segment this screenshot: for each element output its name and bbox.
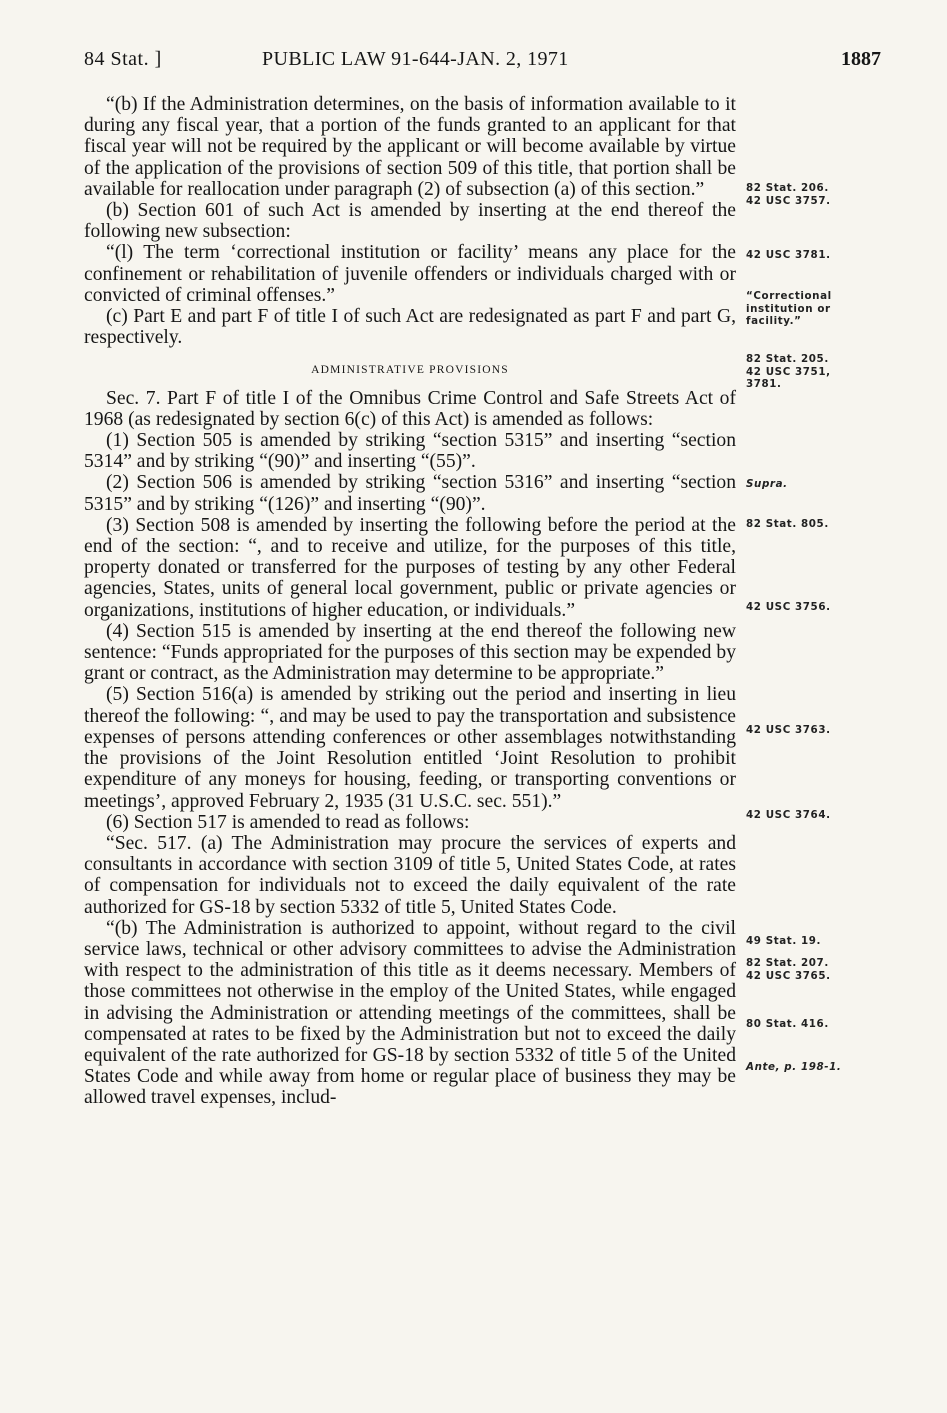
- margin-note: 42 USC 3763.: [746, 724, 831, 736]
- margin-note: 80 Stat. 416.: [746, 1018, 829, 1030]
- paragraph-section-601: (b) Section 601 of such Act is amended by inserting at the end thereof the following new subsection:: [84, 200, 736, 243]
- main-text-column: [84, 94, 736, 1109]
- paragraph-definition-l: “(l) The term ‘correctional institution or facility’ means any place for the confinement or rehabilitation of juvenile offenders or individuals charged with or convicted of criminal offenses.”: [84, 242, 736, 306]
- margin-note: 42 USC 3756.: [746, 601, 831, 613]
- margin-note: 82 Stat. 205. 42 USC 3751, 3781.: [746, 353, 831, 390]
- paragraph-item-6: (6) Section 517 is amended to read as follows:: [106, 811, 470, 833]
- margin-note: Supra.: [746, 478, 788, 490]
- margin-note: Ante, p. 198-1.: [746, 1061, 842, 1073]
- running-title: PUBLIC LAW 91-644-JAN. 2, 1971: [262, 48, 569, 70]
- paragraph-redesignation: (c) Part E and part F of title I of such Act are redesignated as part F and part G, respectively.: [84, 306, 736, 349]
- paragraph-item-2: (2) Section 506 is amended by striking “section 5316” and inserting “section 5315” and by striking “(126)” and inserting “(90)”.: [84, 472, 736, 515]
- section-heading: ADMINISTRATIVE PROVISIONS: [311, 364, 509, 377]
- paragraph-subsection-b: “(b) If the Administration determines, on the basis of information available to it during any fiscal year, that a portion of the funds granted to an applicant for that fiscal year will not be required by the applicant or will become available by virtue of the application of the provisions of section 509 of this title, that portion shall be available for reallocation under paragraph (2) of subsection (a) of this section.”: [84, 94, 736, 200]
- margin-note: 42 USC 3781.: [746, 249, 831, 261]
- margin-note: 82 Stat. 206. 42 USC 3757.: [746, 182, 831, 207]
- margin-note: 42 USC 3764.: [746, 809, 831, 821]
- paragraph-item-5: (5) Section 516(a) is amended by striking out the period and inserting in lieu thereof the following: “, and may be used to pay the transportation and subsistence expenses of persons attending conferences or other assemblages notwithstanding the provisions of the Joint Resolution entitled ‘Joint Resolution to prohibit expenditure of any moneys for housing, feeding, or transporting conventions or meetings’, approved February 2, 1935 (31 U.S.C. sec. 551).”: [84, 684, 736, 812]
- margin-note: 82 Stat. 805.: [746, 518, 829, 530]
- page-number: 1887: [841, 48, 881, 70]
- volume-reference: 84 Stat. ]: [84, 48, 162, 70]
- paragraph-sec-517-a: “Sec. 517. (a) The Administration may procure the services of experts and consultants in accordance with section 3109 of title 5, United States Code, at rates of compensation for individuals not to exceed the daily equivalent of the rate authorized for GS-18 by section 5332 of title 5, United States Code.: [84, 832, 736, 918]
- paragraph-item-3: (3) Section 508 is amended by inserting the following before the period at the end of the section: “, and to receive and utilize, for the purposes of this title, property donated or transferred for the purposes of testing by any other Federal agencies, States, units of general local government, public or private agencies or organizations, institutions of higher education, or individuals.”: [84, 514, 736, 621]
- margin-note: “Correctional institution or facility.”: [746, 290, 832, 327]
- paragraph-sec-517-b: “(b) The Administration is authorized to appoint, without regard to the civil service laws, technical or other advisory committees to advise the Administration with respect to the administration of this title as it deems necessary. Members of those committees not otherwise in the employ of the United States, while engaged in advising the Administration or attending meetings of the committees, shall be compensated at rates to be fixed by the Administration but not to exceed the daily equivalent of the rate authorized for GS-18 by section 5332 of title 5 of the United States Code and while away from home or regular place of business they may be allowed travel expenses, includ-: [84, 917, 736, 1109]
- paragraph-item-4: (4) Section 515 is amended by inserting at the end thereof the following new sentence: “Funds appropriated for the purposes of this section may be expended by grant or contract, as the Administration may determine to be appropriate.”: [84, 620, 736, 685]
- page-header: [0, 48, 947, 82]
- paragraph-sec-7: Sec. 7. Part F of title I of the Omnibus Crime Control and Safe Streets Act of 1968 (as redesignated by section 6(c) of this Act) is amended as follows:: [84, 387, 736, 430]
- margin-note: 49 Stat. 19.: [746, 935, 822, 947]
- paragraph-item-1: (1) Section 505 is amended by striking “section 5315” and inserting “section 5314” and by striking “(90)” and inserting “(55)”.: [84, 430, 736, 473]
- margin-note: 82 Stat. 207. 42 USC 3765.: [746, 957, 831, 982]
